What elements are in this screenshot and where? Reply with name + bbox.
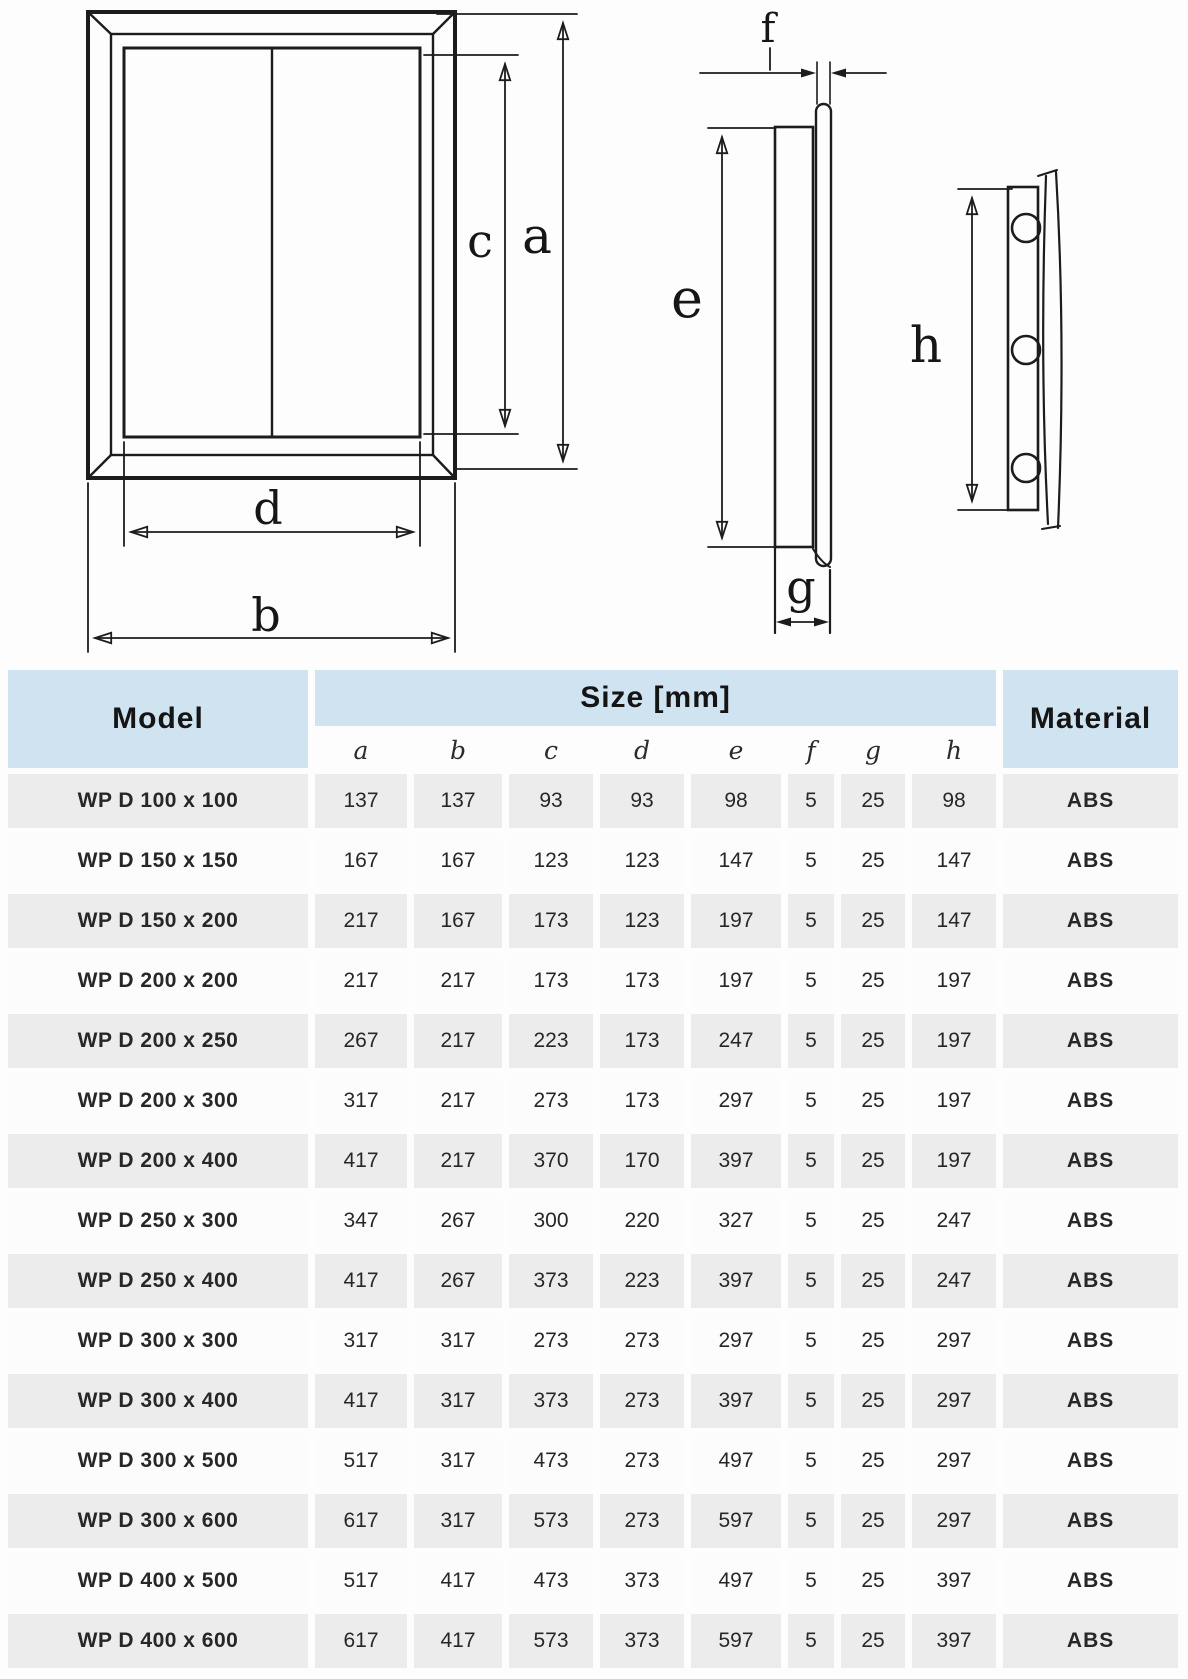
table-row [8, 1374, 1178, 1428]
dim-label-c: c [467, 214, 493, 268]
size-value-cell: 223 [600, 1254, 684, 1308]
material-cell: ABS [1003, 1374, 1178, 1428]
size-value-cell: 5 [788, 774, 834, 828]
size-value-cell: 25 [841, 1434, 905, 1488]
size-value-cell: 617 [315, 1494, 407, 1548]
size-value-cell: 5 [788, 954, 834, 1008]
table-row [8, 1194, 1178, 1248]
size-value-cell: 147 [912, 894, 996, 948]
material-cell: ABS [1003, 1254, 1178, 1308]
table-row [8, 1074, 1178, 1128]
size-column-label-d: d [633, 735, 650, 765]
column-header-size: Size [mm] [315, 670, 996, 726]
size-value-cell: 273 [509, 1074, 593, 1128]
size-value-cell: 5 [788, 1494, 834, 1548]
size-value-cell: 25 [841, 774, 905, 828]
size-value-cell: 217 [414, 1134, 502, 1188]
technical-drawing [0, 0, 1188, 660]
spec-table-body [8, 774, 1178, 1668]
size-value-cell: 25 [841, 834, 905, 888]
size-value-cell: 93 [509, 774, 593, 828]
size-value-cell: 220 [600, 1194, 684, 1248]
size-value-cell: 173 [509, 894, 593, 948]
size-value-cell: 137 [414, 774, 502, 828]
size-value-cell: 373 [509, 1374, 593, 1428]
size-value-cell: 25 [841, 894, 905, 948]
size-value-cell: 417 [315, 1254, 407, 1308]
size-value-cell: 397 [691, 1254, 781, 1308]
size-value-cell: 317 [315, 1314, 407, 1368]
model-cell: WP D 150 x 200 [8, 894, 308, 948]
dim-label-a: a [522, 207, 552, 265]
size-value-cell: 273 [600, 1434, 684, 1488]
size-value-cell: 597 [691, 1614, 781, 1668]
table-row [8, 1494, 1178, 1548]
size-value-cell: 517 [315, 1434, 407, 1488]
table-row [8, 1434, 1178, 1488]
size-column-label-e: e [728, 735, 744, 765]
model-cell: WP D 100 x 100 [8, 774, 308, 828]
size-value-cell: 25 [841, 1134, 905, 1188]
size-value-cell: 417 [414, 1554, 502, 1608]
material-cell: ABS [1003, 894, 1178, 948]
side-view [671, 6, 886, 633]
size-value-cell: 267 [414, 1194, 502, 1248]
clip-circle-top [1012, 214, 1040, 242]
size-value-cell: 573 [509, 1614, 593, 1668]
dim-label-e: e [671, 267, 703, 330]
size-value-cell: 297 [691, 1074, 781, 1128]
size-value-cell: 300 [509, 1194, 593, 1248]
size-value-cell: 25 [841, 1194, 905, 1248]
model-cell: WP D 300 x 600 [8, 1494, 308, 1548]
dim-label-g: g [786, 560, 816, 614]
size-value-cell: 197 [912, 1074, 996, 1128]
size-value-cell: 273 [509, 1314, 593, 1368]
size-value-cell: 247 [912, 1194, 996, 1248]
material-cell: ABS [1003, 834, 1178, 888]
size-value-cell: 597 [691, 1494, 781, 1548]
size-value-cell: 93 [600, 774, 684, 828]
material-cell: ABS [1003, 954, 1178, 1008]
size-value-cell: 317 [414, 1374, 502, 1428]
size-value-cell: 5 [788, 1374, 834, 1428]
size-value-cell: 25 [841, 1074, 905, 1128]
size-value-cell: 5 [788, 1614, 834, 1668]
model-cell: WP D 250 x 400 [8, 1254, 308, 1308]
size-value-cell: 5 [788, 1554, 834, 1608]
size-value-cell: 123 [600, 894, 684, 948]
size-value-cell: 217 [414, 954, 502, 1008]
table-row [8, 774, 1178, 828]
size-value-cell: 273 [600, 1374, 684, 1428]
size-value-cell: 317 [414, 1494, 502, 1548]
size-value-cell: 25 [841, 1494, 905, 1548]
size-value-cell: 25 [841, 1554, 905, 1608]
size-value-cell: 317 [315, 1074, 407, 1128]
dimension-h [910, 189, 1038, 510]
profile-view [910, 170, 1062, 529]
size-value-cell: 517 [315, 1554, 407, 1608]
size-value-cell: 273 [600, 1314, 684, 1368]
size-value-cell: 397 [912, 1554, 996, 1608]
door-body-profile [775, 127, 813, 547]
dim-label-f: f [760, 6, 776, 52]
material-cell: ABS [1003, 1194, 1178, 1248]
size-value-cell: 397 [691, 1134, 781, 1188]
column-header-model: Model [8, 670, 308, 768]
table-row [8, 1134, 1178, 1188]
material-cell: ABS [1003, 1314, 1178, 1368]
dim-label-b: b [251, 588, 281, 642]
size-value-cell: 173 [600, 1014, 684, 1068]
size-value-cell: 5 [788, 1314, 834, 1368]
size-value-cell: 25 [841, 954, 905, 1008]
size-value-cell: 217 [414, 1074, 502, 1128]
size-value-cell: 370 [509, 1134, 593, 1188]
size-value-cell: 417 [414, 1614, 502, 1668]
model-cell: WP D 300 x 500 [8, 1434, 308, 1488]
material-cell: ABS [1003, 1434, 1178, 1488]
size-value-cell: 267 [414, 1254, 502, 1308]
size-value-cell: 5 [788, 1194, 834, 1248]
size-value-cell: 25 [841, 1614, 905, 1668]
size-value-cell: 297 [912, 1374, 996, 1428]
table-row [8, 1554, 1178, 1608]
dimension-c [424, 55, 518, 434]
model-cell: WP D 200 x 300 [8, 1074, 308, 1128]
table-row [8, 894, 1178, 948]
size-value-cell: 5 [788, 834, 834, 888]
size-value-cell: 317 [414, 1314, 502, 1368]
size-value-cell: 217 [315, 894, 407, 948]
size-value-cell: 317 [414, 1434, 502, 1488]
model-cell: WP D 200 x 200 [8, 954, 308, 1008]
size-value-cell: 297 [912, 1494, 996, 1548]
size-value-cell: 123 [509, 834, 593, 888]
size-value-cell: 197 [912, 1134, 996, 1188]
size-value-cell: 197 [691, 894, 781, 948]
model-cell: WP D 200 x 250 [8, 1014, 308, 1068]
size-column-label-h: h [945, 735, 963, 765]
model-cell: WP D 300 x 300 [8, 1314, 308, 1368]
size-value-cell: 197 [912, 1014, 996, 1068]
dim-label-d: d [253, 481, 283, 535]
size-value-cell: 373 [509, 1254, 593, 1308]
size-value-cell: 217 [414, 1014, 502, 1068]
size-value-cell: 25 [841, 1374, 905, 1428]
dimension-e [671, 128, 813, 547]
size-value-cell: 417 [315, 1374, 407, 1428]
size-value-cell: 297 [691, 1314, 781, 1368]
size-value-cell: 167 [414, 894, 502, 948]
table-row [8, 1614, 1178, 1668]
material-cell: ABS [1003, 1614, 1178, 1668]
material-cell: ABS [1003, 1014, 1178, 1068]
table-row [8, 1014, 1178, 1068]
size-value-cell: 5 [788, 1254, 834, 1308]
size-value-cell: 417 [315, 1134, 407, 1188]
size-value-cell: 267 [315, 1014, 407, 1068]
model-cell: WP D 250 x 300 [8, 1194, 308, 1248]
table-row [8, 834, 1178, 888]
front-flange-profile [816, 104, 831, 566]
size-value-cell: 297 [912, 1314, 996, 1368]
spec-table [1, 664, 1185, 1674]
model-cell: WP D 400 x 500 [8, 1554, 308, 1608]
size-value-cell: 473 [509, 1434, 593, 1488]
size-value-cell: 217 [315, 954, 407, 1008]
dim-label-h: h [909, 316, 943, 374]
size-value-cell: 197 [912, 954, 996, 1008]
size-value-cell: 197 [691, 954, 781, 1008]
front-strip-profile [1043, 176, 1048, 524]
size-value-cell: 98 [912, 774, 996, 828]
size-value-cell: 327 [691, 1194, 781, 1248]
size-value-cell: 497 [691, 1554, 781, 1608]
size-value-cell: 25 [841, 1314, 905, 1368]
front-view [88, 12, 577, 652]
model-cell: WP D 150 x 150 [8, 834, 308, 888]
size-value-cell: 397 [912, 1614, 996, 1668]
dimension-d [124, 442, 420, 546]
table-row [8, 954, 1178, 1008]
size-value-cell: 223 [509, 1014, 593, 1068]
size-column-label-a: a [353, 735, 369, 765]
size-value-cell: 137 [315, 774, 407, 828]
dimension-a [437, 14, 577, 469]
size-value-cell: 247 [912, 1254, 996, 1308]
size-value-cell: 397 [691, 1374, 781, 1428]
size-column-label-f: f [806, 735, 816, 765]
table-row [8, 1254, 1178, 1308]
size-value-cell: 473 [509, 1554, 593, 1608]
size-column-label-c: c [543, 735, 558, 765]
size-value-cell: 25 [841, 1014, 905, 1068]
size-value-cell: 273 [600, 1494, 684, 1548]
size-value-cell: 5 [788, 1074, 834, 1128]
model-cell: WP D 300 x 400 [8, 1374, 308, 1428]
size-value-cell: 373 [600, 1554, 684, 1608]
material-cell: ABS [1003, 774, 1178, 828]
size-value-cell: 123 [600, 834, 684, 888]
column-header-material: Material [1003, 670, 1178, 768]
size-value-cell: 5 [788, 1134, 834, 1188]
model-cell: WP D 400 x 600 [8, 1614, 308, 1668]
dimension-g [776, 560, 829, 627]
size-value-cell: 347 [315, 1194, 407, 1248]
size-value-cell: 617 [315, 1614, 407, 1668]
size-value-cell: 167 [315, 834, 407, 888]
size-value-cell: 5 [788, 894, 834, 948]
size-value-cell: 25 [841, 1254, 905, 1308]
clip-circle-middle [1012, 336, 1040, 364]
material-cell: ABS [1003, 1554, 1178, 1608]
size-value-cell: 5 [788, 1014, 834, 1068]
dimension-f [700, 6, 886, 104]
material-cell: ABS [1003, 1134, 1178, 1188]
table-row [8, 1314, 1178, 1368]
size-column-label-g: g [864, 735, 881, 765]
size-value-cell: 147 [912, 834, 996, 888]
size-value-cell: 247 [691, 1014, 781, 1068]
size-value-cell: 497 [691, 1434, 781, 1488]
size-value-cell: 173 [600, 954, 684, 1008]
material-cell: ABS [1003, 1074, 1178, 1128]
size-value-cell: 573 [509, 1494, 593, 1548]
material-cell: ABS [1003, 1494, 1178, 1548]
size-value-cell: 173 [509, 954, 593, 1008]
size-value-cell: 373 [600, 1614, 684, 1668]
size-value-cell: 173 [600, 1074, 684, 1128]
size-value-cell: 147 [691, 834, 781, 888]
size-value-cell: 170 [600, 1134, 684, 1188]
size-value-cell: 98 [691, 774, 781, 828]
size-value-cell: 167 [414, 834, 502, 888]
clip-circle-bottom [1012, 454, 1040, 482]
size-column-label-b: b [449, 735, 466, 765]
spec-table-header [8, 670, 1178, 768]
size-value-cell: 297 [912, 1434, 996, 1488]
size-value-cell: 5 [788, 1434, 834, 1488]
model-cell: WP D 200 x 400 [8, 1134, 308, 1188]
